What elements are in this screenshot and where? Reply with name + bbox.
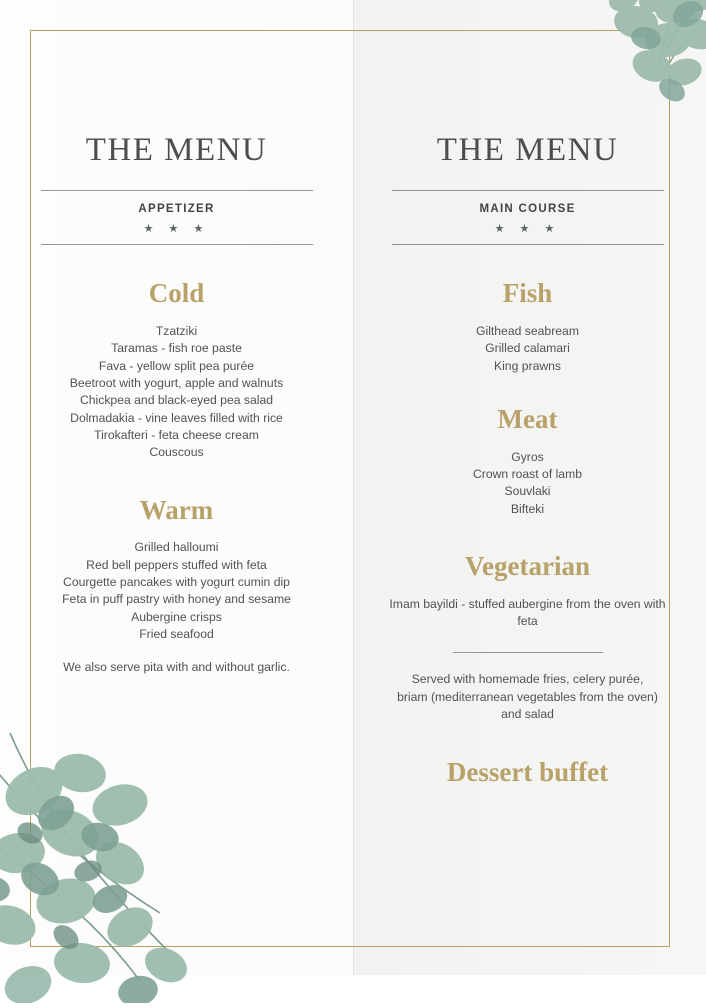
course-heading-warm: Warm xyxy=(139,494,214,525)
list-item: Fried seafood xyxy=(139,626,214,641)
list-item: Souvlaki xyxy=(504,484,551,499)
right-menu-page xyxy=(353,0,706,975)
list-item: Fava - yellow split pea purée xyxy=(98,358,255,373)
course-heading-meat: Meat xyxy=(497,403,558,434)
section-label-appetizer: APPETIZER xyxy=(138,203,215,216)
list-item: Taramas - fish roe paste xyxy=(111,341,242,356)
list-item: Crown roast of lamb xyxy=(472,466,583,481)
left-menu-page xyxy=(0,0,353,975)
list-item: Grilled halloumi xyxy=(134,540,219,555)
course-heading-vegetarian: Vegetarian xyxy=(465,550,590,581)
title-divider-right xyxy=(392,190,664,191)
section-divider-left xyxy=(41,244,313,245)
served-with-divider xyxy=(453,652,603,653)
course-heading-cold: Cold xyxy=(148,278,205,309)
item-list-cold xyxy=(30,323,323,462)
stars-ornament-right: ★ ★ ★ xyxy=(494,223,561,236)
item-list-warm xyxy=(30,539,323,643)
list-item: Gilthead seabream xyxy=(476,323,579,338)
item-list-vegetarian xyxy=(381,596,674,631)
list-item: Dolmadakia - vine leaves filled with rice xyxy=(70,410,283,425)
item-list-fish xyxy=(381,323,674,375)
list-item: Beetroot with yogurt, apple and walnuts xyxy=(69,375,284,390)
title-divider-left xyxy=(41,190,313,191)
list-item: Grilled calamari xyxy=(485,341,570,356)
stars-ornament-left: ★ ★ ★ xyxy=(143,223,210,236)
list-item: Imam bayildi - stuffed aubergine from the oven with feta xyxy=(389,596,666,628)
list-item: Courgette pancakes with yogurt cumin dip xyxy=(63,574,290,589)
item-list-meat xyxy=(381,449,674,518)
list-item: Tzatziki xyxy=(155,323,198,338)
served-with-note: Served with homemade fries, celery purée, briam (mediterranean vegetables from the oven) and salad xyxy=(397,672,658,721)
list-item: Couscous xyxy=(149,445,204,460)
list-item: Chickpea and black-eyed pea salad xyxy=(79,393,274,408)
pita-note: We also serve pita with and without garlic. xyxy=(63,660,290,675)
list-item: Aubergine crisps xyxy=(131,609,222,624)
page-title-left: THE MENU xyxy=(85,132,268,168)
list-item: Tirokafteri - feta cheese cream xyxy=(94,427,259,442)
list-item: Bifteki xyxy=(510,501,545,516)
section-divider-right xyxy=(392,244,664,245)
list-item: King prawns xyxy=(493,358,562,373)
list-item: Feta in puff pastry with honey and sesame xyxy=(62,592,291,607)
course-heading-fish: Fish xyxy=(502,278,553,309)
course-heading-dessert-buffet: Dessert buffet xyxy=(446,757,609,788)
page-title-right: THE MENU xyxy=(436,132,619,168)
section-label-main-course: MAIN COURSE xyxy=(479,203,576,216)
list-item: Gyros xyxy=(511,449,544,464)
list-item: Red bell peppers stuffed with feta xyxy=(86,557,267,572)
